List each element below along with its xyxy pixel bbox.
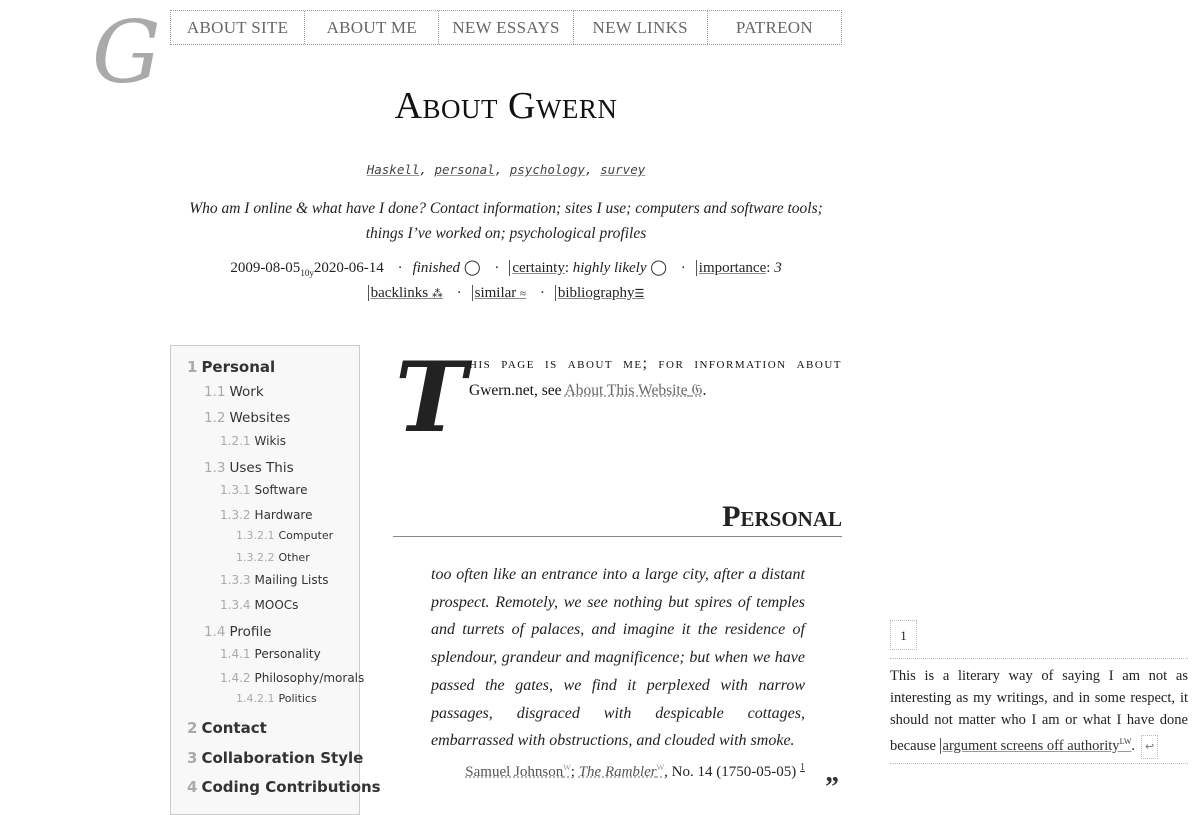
backlinks-link[interactable]: backlinks ⁂ [368, 285, 443, 301]
footnote-ref[interactable]: 1 [800, 762, 805, 773]
toc-label: Philosophy/morals [254, 671, 365, 685]
toc-number: 1.4 [204, 624, 226, 640]
toc-number: 1.3.2 [220, 508, 251, 522]
toc-item[interactable] [220, 671, 364, 685]
toc-item[interactable] [187, 778, 381, 796]
lesswrong-icon: LW [1119, 737, 1132, 746]
toc-item[interactable] [220, 434, 286, 448]
similar-link[interactable]: similar ≈ [472, 285, 526, 301]
toc-number: 4 [187, 778, 198, 796]
close-quote-icon: ” [825, 772, 839, 803]
sidenote: 1 This is a literary way of saying I am not as interesting as my writings, and in some respect, it should not matter who I am or what I have done because argument screens off authority$^{LW}$. ↩ [890, 620, 1188, 764]
page-metadata: $2009-08-05_{10y}2020-06-14$ · finished ◯ · certainty: highly likely ◯ · importance: 3 [230, 260, 782, 278]
toc-item[interactable] [204, 460, 294, 476]
certainty-value: highly likely [572, 260, 647, 276]
toc-label: Uses This [229, 460, 294, 476]
toc-label: Work [229, 384, 264, 400]
toc-label: Wikis [254, 434, 287, 448]
drop-cap: T [395, 341, 467, 454]
toc-item[interactable] [220, 508, 312, 522]
bibliography-icon: ☰ [634, 288, 645, 300]
toc-item[interactable] [187, 719, 267, 737]
toc-label: Websites [229, 410, 291, 426]
toc-label: Politics [278, 692, 317, 705]
toc-label: Personal [201, 358, 276, 376]
tag-haskell[interactable]: Haskell [366, 162, 420, 177]
toc-item[interactable] [220, 647, 321, 661]
top-nav [170, 10, 842, 45]
toc-item[interactable] [204, 410, 290, 426]
created-date: 2009-08-05 [230, 260, 301, 276]
toc-label: Coding Contributions [201, 778, 381, 796]
toc-number: 1.3.4 [220, 598, 251, 612]
importance-value: 3 [774, 260, 782, 276]
tag-personal[interactable]: personal [434, 162, 495, 177]
tag-psychology[interactable]: psychology [509, 162, 586, 177]
toc-label: Contact [201, 719, 267, 737]
toc-number: 1.3.1 [220, 483, 251, 497]
toc-label: Other [278, 551, 310, 564]
epigraph-quote: too often like an entrance into a large city, after a distant prospect. Remotely, we see nothing but spires of temples and turrets of palaces, and imagine it the residence of splendour, grandeur and magnificence; but when we have passed the gates, we find it perplexed with narrow passages, disgraced with despicable cottages, embarrassed with obstructions, and clouded with smoke. [431, 566, 805, 750]
status: finished [412, 260, 461, 276]
wikipedia-icon: W [563, 763, 571, 772]
intro-smallcaps: his page is about me; for information about [469, 355, 842, 372]
author-link[interactable]: Samuel Johnson$^W$ [465, 763, 571, 780]
section-heading-personal: Personal [393, 500, 842, 537]
status-icon: ◯ [463, 260, 481, 276]
nav-about-me[interactable]: ABOUT ME [305, 11, 439, 44]
quote-attribution: Samuel Johnson$^W$; The Rambler$^W$, No. 14 (1750-05-05) $^1$ [465, 762, 805, 780]
toc-label: Mailing Lists [254, 573, 329, 587]
toc-item[interactable] [187, 749, 363, 767]
gwern-icon: 𝔊 [691, 382, 703, 399]
nav-new-links[interactable]: NEW LINKS [574, 11, 708, 44]
work-link[interactable]: The Rambler$^W$ [578, 763, 665, 780]
toc-number: 1.2 [204, 410, 226, 426]
certainty-link[interactable]: certainty [509, 260, 564, 276]
toc-number: 1.3 [204, 460, 226, 476]
site-logo[interactable]: G [92, 3, 161, 103]
table-of-contents [170, 345, 381, 815]
toc-label: Personality [254, 647, 321, 661]
backlinks-icon: ⁂ [431, 288, 443, 300]
importance-link[interactable]: importance [696, 260, 766, 276]
nav-about-site[interactable]: ABOUT SITE [171, 11, 305, 44]
page-description: Who am I online & what have I done? Contact information; sites I use; computers and software tools; things I’ve worked on; psychological profiles [189, 200, 823, 242]
toc-number: 1 [187, 358, 198, 376]
toc-item[interactable] [220, 598, 298, 612]
toc-item[interactable] [220, 573, 329, 587]
toc-number: 1.4.1 [220, 647, 251, 661]
toc-item[interactable] [204, 384, 264, 400]
page-links: backlinks ⁂ · similar ≈ · bibliography☰ [170, 285, 842, 302]
toc-item[interactable] [236, 692, 317, 705]
toc-number: 1.1 [204, 384, 226, 400]
bibliography-link[interactable]: bibliography☰ [555, 285, 645, 301]
toc-number: 1.3.2.2 [236, 551, 275, 564]
toc-label: MOOCs [254, 598, 299, 612]
sidenote-number[interactable]: 1 [890, 620, 917, 650]
toc-label: Hardware [254, 508, 313, 522]
nav-new-essays[interactable]: NEW ESSAYS [439, 11, 573, 44]
toc-item[interactable] [220, 483, 307, 497]
intro-paragraph: his page is about me; for information about Gwern.net, see About This Website 𝔊. [469, 350, 842, 404]
toc-item[interactable] [236, 529, 333, 542]
toc-number: 1.2.1 [220, 434, 251, 448]
toc-number: 1.4.2.1 [236, 692, 275, 705]
wikipedia-icon: W [656, 763, 665, 772]
argument-screens-off-authority-link[interactable]: argument screens off authority$^{LW}$ [940, 738, 1132, 754]
similar-icon: ≈ [520, 288, 527, 300]
toc-number: 1.4.2 [220, 671, 251, 685]
toc-label: Profile [229, 624, 272, 640]
tag-survey[interactable]: survey [600, 162, 646, 177]
toc-number: 3 [187, 749, 198, 767]
toc-label: Software [254, 483, 308, 497]
about-website-link[interactable]: About This Website 𝔊 [564, 382, 703, 399]
toc-label: Computer [278, 529, 334, 542]
modified-date: 2020-06-14 [313, 260, 384, 276]
nav-patreon[interactable]: PATREON [735, 17, 813, 37]
toc-number: 1.3.2.1 [236, 529, 275, 542]
certainty-icon: ◯ [650, 260, 668, 276]
tag-list: Haskell, personal, psychology, survey [366, 162, 646, 177]
toc-item[interactable] [187, 358, 275, 376]
page-title: About Gwern [394, 85, 618, 127]
date-span: 10y [300, 268, 314, 278]
back-arrow-icon[interactable]: ↩ [1141, 735, 1158, 759]
toc-item[interactable] [204, 624, 271, 640]
toc-item[interactable] [236, 551, 310, 564]
toc-number: 2 [187, 719, 198, 737]
toc-number: 1.3.3 [220, 573, 251, 587]
toc-label: Collaboration Style [201, 749, 364, 767]
